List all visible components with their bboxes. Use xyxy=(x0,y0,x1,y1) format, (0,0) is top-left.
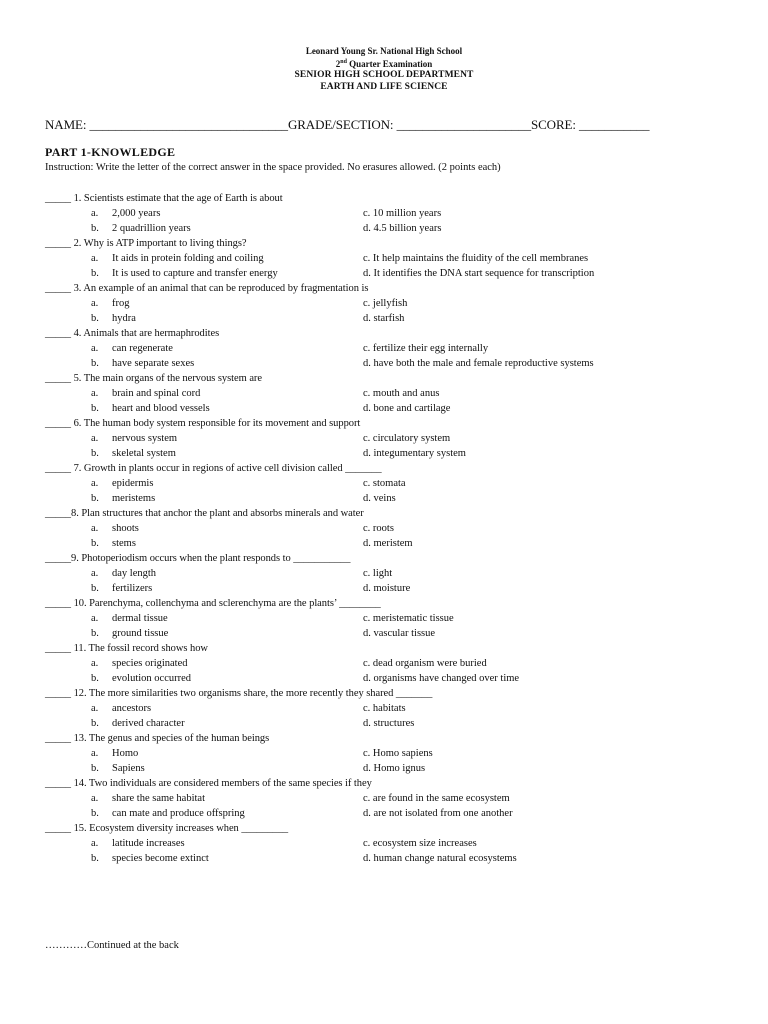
option-letter: a. xyxy=(91,523,99,534)
option-b: ground tissue xyxy=(112,628,169,639)
option-c: c. It help maintains the fluidity of the cell membranes xyxy=(363,253,589,264)
option-b: Sapiens xyxy=(112,763,145,774)
option-a: day length xyxy=(112,568,157,579)
option-b: species become extinct xyxy=(112,853,209,864)
option-a: shoots xyxy=(112,523,139,534)
option-c: c. jellyfish xyxy=(363,298,408,309)
option-row xyxy=(45,401,725,416)
option-row xyxy=(45,221,725,236)
option-a: epidermis xyxy=(112,478,154,489)
option-c: c. circulatory system xyxy=(363,433,451,444)
option-d: d. It identifies the DNA start sequence for transcription xyxy=(363,268,595,279)
option-a: dermal tissue xyxy=(112,613,168,624)
option-row xyxy=(45,701,725,716)
quarter-exam: 2nd Quarter Examination xyxy=(335,59,433,69)
option-letter: a. xyxy=(91,388,99,399)
option-d: d. organisms have changed over time xyxy=(363,673,520,684)
instruction-text: Instruction: Write the letter of the correct answer in the space provided. No erasures allowed. (2 points each) xyxy=(45,162,501,173)
option-d: d. are not isolated from one another xyxy=(363,808,513,819)
option-row xyxy=(45,386,725,401)
option-letter: a. xyxy=(91,658,99,669)
option-row xyxy=(45,611,725,626)
question-stem: _____ 1. Scientists estimate that the age of Earth is about xyxy=(45,193,283,204)
option-row xyxy=(45,836,725,851)
option-c: c. 10 million years xyxy=(363,208,442,219)
question-stem: _____8. Plan structures that anchor the plant and absorbs minerals and water xyxy=(45,508,364,519)
option-b: hydra xyxy=(112,313,136,324)
option-letter: a. xyxy=(91,478,99,489)
option-letter: b. xyxy=(91,763,99,774)
option-letter: b. xyxy=(91,493,99,504)
option-letter: a. xyxy=(91,253,99,264)
option-row xyxy=(45,746,725,761)
question-stem: _____ 13. The genus and species of the human beings xyxy=(45,733,270,744)
option-d: d. moisture xyxy=(363,583,411,594)
option-a: It aids in protein folding and coiling xyxy=(112,253,264,264)
option-row xyxy=(45,446,725,461)
option-a: nervous system xyxy=(112,433,178,444)
option-letter: b. xyxy=(91,403,99,414)
option-row xyxy=(45,476,725,491)
option-b: meristems xyxy=(112,493,156,504)
option-b: stems xyxy=(112,538,136,549)
option-letter: a. xyxy=(91,793,99,804)
option-a: frog xyxy=(112,298,130,309)
option-letter: a. xyxy=(91,433,99,444)
option-b: derived character xyxy=(112,718,185,729)
option-d: d. have both the male and female reproductive systems xyxy=(363,358,594,369)
option-letter: b. xyxy=(91,673,99,684)
option-letter: b. xyxy=(91,223,99,234)
option-row xyxy=(45,491,725,506)
question-stem: _____ 10. Parenchyma, collenchyma and sclerenchyma are the plants’ ________ xyxy=(45,598,381,609)
option-b: skeletal system xyxy=(112,448,176,459)
option-d: d. integumentary system xyxy=(363,448,466,459)
option-c: c. dead organism were buried xyxy=(363,658,487,669)
option-a: latitude increases xyxy=(112,838,185,849)
question-stem: _____ 15. Ecosystem diversity increases when _________ xyxy=(45,823,289,834)
option-row xyxy=(45,206,725,221)
option-letter: a. xyxy=(91,613,99,624)
option-d: d. structures xyxy=(363,718,415,729)
option-row xyxy=(45,671,725,686)
option-a: species originated xyxy=(112,658,188,669)
option-c: c. Homo sapiens xyxy=(363,748,433,759)
part-title: PART 1-KNOWLEDGE xyxy=(45,145,176,159)
option-b: can mate and produce offspring xyxy=(112,808,245,819)
option-row xyxy=(45,431,725,446)
question-stem: _____ 11. The fossil record shows how xyxy=(45,643,208,654)
option-b: It is used to capture and transfer energy xyxy=(112,268,278,279)
option-letter: a. xyxy=(91,208,99,219)
option-letter: a. xyxy=(91,838,99,849)
question-stem: _____9. Photoperiodism occurs when the plant responds to ___________ xyxy=(45,553,351,564)
option-row xyxy=(45,521,725,536)
option-letter: a. xyxy=(91,343,99,354)
question-stem: _____ 3. An example of an animal that can be reproduced by fragmentation is xyxy=(45,283,369,294)
option-c: c. roots xyxy=(363,523,394,534)
question-stem: _____ 6. The human body system responsible for its movement and support xyxy=(45,418,361,429)
option-row xyxy=(45,716,725,731)
option-letter: b. xyxy=(91,583,99,594)
option-b: 2 quadrillion years xyxy=(112,223,191,234)
option-d: d. 4.5 billion years xyxy=(363,223,442,234)
continued-note: …………Continued at the back xyxy=(45,940,179,951)
option-b: evolution occurred xyxy=(112,673,192,684)
option-c: c. mouth and anus xyxy=(363,388,440,399)
option-row xyxy=(45,761,725,776)
option-row xyxy=(45,341,725,356)
option-row xyxy=(45,296,725,311)
option-row xyxy=(45,626,725,641)
option-letter: a. xyxy=(91,568,99,579)
option-d: d. bone and cartilage xyxy=(363,403,451,414)
option-row xyxy=(45,266,725,281)
option-row xyxy=(45,791,725,806)
option-d: d. veins xyxy=(363,493,396,504)
option-c: c. stomata xyxy=(363,478,406,489)
question-stem: _____ 4. Animals that are hermaphrodites xyxy=(45,328,220,339)
option-row xyxy=(45,566,725,581)
option-row xyxy=(45,251,725,266)
subject-name: EARTH AND LIFE SCIENCE xyxy=(320,81,448,92)
question-stem: _____ 5. The main organs of the nervous system are xyxy=(45,373,262,384)
question-stem: _____ 2. Why is ATP important to living things? xyxy=(45,238,247,249)
question-stem: _____ 7. Growth in plants occur in regions of active cell division called _______ xyxy=(45,463,382,474)
option-row xyxy=(45,536,725,551)
option-letter: b. xyxy=(91,268,99,279)
option-d: d. Homo ignus xyxy=(363,763,426,774)
option-d: d. starfish xyxy=(363,313,405,324)
option-letter: b. xyxy=(91,538,99,549)
option-c: c. meristematic tissue xyxy=(363,613,454,624)
option-a: 2,000 years xyxy=(112,208,161,219)
option-letter: b. xyxy=(91,718,99,729)
question-stem: _____ 12. The more similarities two organisms share, the more recently they shared _______ xyxy=(45,688,433,699)
question-list xyxy=(45,191,725,866)
option-letter: b. xyxy=(91,853,99,864)
option-c: c. light xyxy=(363,568,393,579)
question-stem: _____ 14. Two individuals are considered members of the same species if they xyxy=(45,778,372,789)
school-name: Leonard Young Sr. National High School xyxy=(305,46,463,56)
option-a: ancestors xyxy=(112,703,152,714)
option-row xyxy=(45,851,725,866)
option-a: brain and spinal cord xyxy=(112,388,201,399)
option-b: fertilizers xyxy=(112,583,153,594)
exam-header xyxy=(0,46,768,93)
option-row xyxy=(45,806,725,821)
option-row xyxy=(45,656,725,671)
option-letter: b. xyxy=(91,808,99,819)
student-info-line: NAME: _______________________________GRADE/SECTION: _____________________SCORE: ___________ xyxy=(45,117,650,132)
option-row xyxy=(45,311,725,326)
option-d: d. meristem xyxy=(363,538,413,549)
option-letter: a. xyxy=(91,298,99,309)
option-a: Homo xyxy=(112,748,139,759)
option-row xyxy=(45,581,725,596)
department-name: SENIOR HIGH SCHOOL DEPARTMENT xyxy=(294,70,474,80)
option-letter: b. xyxy=(91,628,99,639)
option-letter: a. xyxy=(91,748,99,759)
option-a: can regenerate xyxy=(112,343,173,354)
option-a: share the same habitat xyxy=(112,793,206,804)
option-d: d. vascular tissue xyxy=(363,628,436,639)
option-c: c. fertilize their egg internally xyxy=(363,343,489,354)
option-letter: b. xyxy=(91,313,99,324)
option-c: c. ecosystem size increases xyxy=(363,838,477,849)
option-letter: b. xyxy=(91,358,99,369)
option-letter: a. xyxy=(91,703,99,714)
option-b: have separate sexes xyxy=(112,358,195,369)
option-c: c. habitats xyxy=(363,703,406,714)
option-letter: b. xyxy=(91,448,99,459)
option-c: c. are found in the same ecosystem xyxy=(363,793,510,804)
option-d: d. human change natural ecosystems xyxy=(363,853,517,864)
option-row xyxy=(45,356,725,371)
option-b: heart and blood vessels xyxy=(112,403,210,414)
